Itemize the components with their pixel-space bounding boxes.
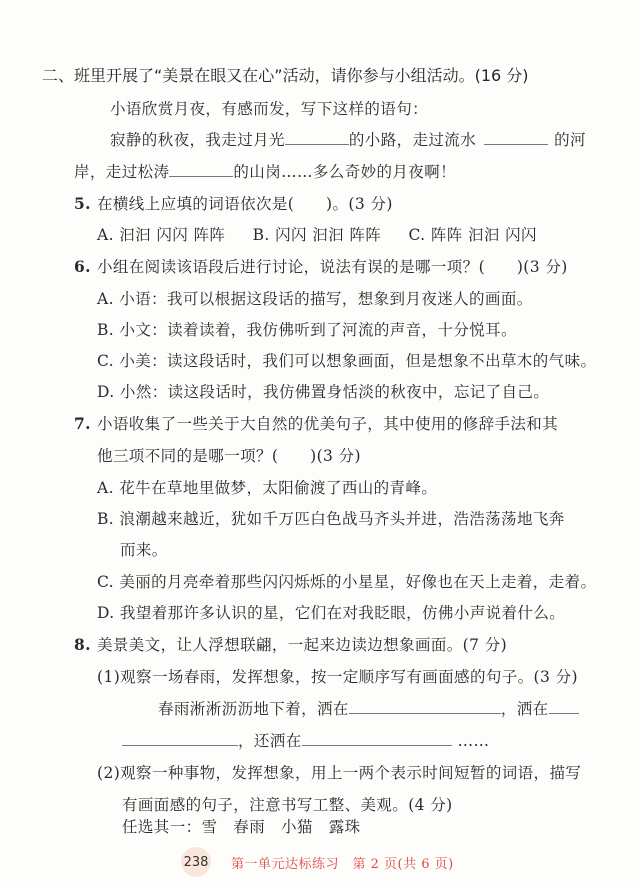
question-8-stem <box>74 633 507 655</box>
option-d[interactable]: D. 小然：读这段话时，我仿佛置身恬淡的秋夜中，忘记了自己。 <box>97 383 550 401</box>
answer-blank[interactable] <box>302 731 452 746</box>
question-number: 6. <box>74 257 91 276</box>
question-8-part2-prompt-cont: 有画面感的句子，注意书写工整、美观。(4 分) <box>122 796 453 814</box>
question-6-stem <box>74 255 568 277</box>
question-number: 7. <box>74 414 91 433</box>
answer-blank[interactable] <box>484 130 548 145</box>
question-text: 美景美文，让人浮想联翩，一起来边读边想象画面。(7 分) <box>96 636 508 654</box>
answer-blank[interactable] <box>285 130 349 145</box>
option-d[interactable]: D. 我望着那许多认识的星，它们在对我眨眼，仿佛小声说着什么。 <box>97 604 566 622</box>
option-b[interactable]: B. 闪闪 汩汩 阵阵 <box>252 226 382 244</box>
option-a[interactable]: A. 花牛在草地里做梦，太阳偷渡了西山的青峰。 <box>97 479 438 497</box>
option-c[interactable]: C. 阵阵 汩汩 闪闪 <box>408 226 537 244</box>
question-7-stem-cont: 他三项不同的是哪一项？( )(3 分) <box>97 447 361 465</box>
page-footer <box>181 847 454 877</box>
fill-text: 春雨淅淅沥沥地下着，洒在 <box>158 700 349 718</box>
question-text: 小组在阅读该语段后进行讨论，说法有误的是哪一项？( )(3 分) <box>96 258 568 276</box>
fill-text: …… <box>457 732 490 750</box>
answer-blank[interactable] <box>349 699 501 714</box>
question-8-part2-prompt: (2)观察一种事物，发挥想象，用上一两个表示时间短暂的词语，描写 <box>97 764 582 782</box>
passage-text: 岸，走过松涛 <box>74 163 170 181</box>
question-8-part1-prompt: (1)观察一场春雨，发挥想象，按一定顺序写有画面感的句子。(3 分) <box>97 668 578 686</box>
question-text: 小语收集了一些关于大自然的优美句子，其中使用的修辞手法和其 <box>96 415 559 433</box>
question-number: 8. <box>74 635 91 654</box>
option-a[interactable]: A. 小语：我可以根据这段话的描写，想象到月夜迷人的画面。 <box>97 290 533 308</box>
passage-text: 的小路，走过流水 <box>348 131 477 149</box>
passage-text: 的河 <box>554 131 586 149</box>
question-5-stem <box>74 192 393 214</box>
fill-text: ，还洒在 <box>238 732 302 750</box>
footer-title: 第一单元达标练习 第 2 页(共 6 页) <box>231 856 454 872</box>
answer-blank[interactable] <box>549 699 579 714</box>
option-c[interactable]: C. 小美：读这段话时，我们可以想象画面，但是想象不出草木的气味。 <box>97 352 597 370</box>
passage-text: 寂静的秋夜，我走过月光 <box>110 131 285 149</box>
option-b[interactable]: B. 浪潮越来越近，犹如千万匹白色战马齐头并进，浩浩荡荡地飞奔 <box>97 510 565 528</box>
passage-line-1 <box>110 128 586 150</box>
option-b-cont: 而来。 <box>120 541 168 559</box>
section-heading: 二、班里开展了“美景在眼又在心”活动，请你参与小组活动。(16 分) <box>42 66 529 85</box>
page-number: 238 <box>181 847 211 877</box>
passage-line-2 <box>74 160 456 182</box>
option-c[interactable]: C. 美丽的月亮牵着那些闪闪烁烁的小星星，好像也在天上走着，走着。 <box>97 573 597 591</box>
option-a[interactable]: A. 汩汩 闪闪 阵阵 <box>97 226 226 244</box>
question-7-stem <box>74 412 558 434</box>
question-number: 5. <box>74 194 91 213</box>
question-8-part2-choices: 任选其一：雪 春雨 小猫 露珠 <box>122 818 361 836</box>
passage-intro: 小语欣赏月夜，有感而发，写下这样的语句： <box>110 100 429 118</box>
question-5-options <box>97 223 537 245</box>
question-8-part1-line2 <box>122 729 489 751</box>
answer-blank[interactable] <box>122 731 238 746</box>
option-b[interactable]: B. 小文：读着读着，我仿佛听到了河流的声音，十分悦耳。 <box>97 321 517 339</box>
question-8-part1-line1 <box>158 697 579 719</box>
answer-blank[interactable] <box>169 162 233 177</box>
fill-text: ，洒在 <box>500 700 549 718</box>
passage-text: 的山岗……多么奇妙的月夜啊！ <box>233 163 457 181</box>
question-text: 在横线上应填的词语依次是( )。(3 分) <box>96 195 393 213</box>
